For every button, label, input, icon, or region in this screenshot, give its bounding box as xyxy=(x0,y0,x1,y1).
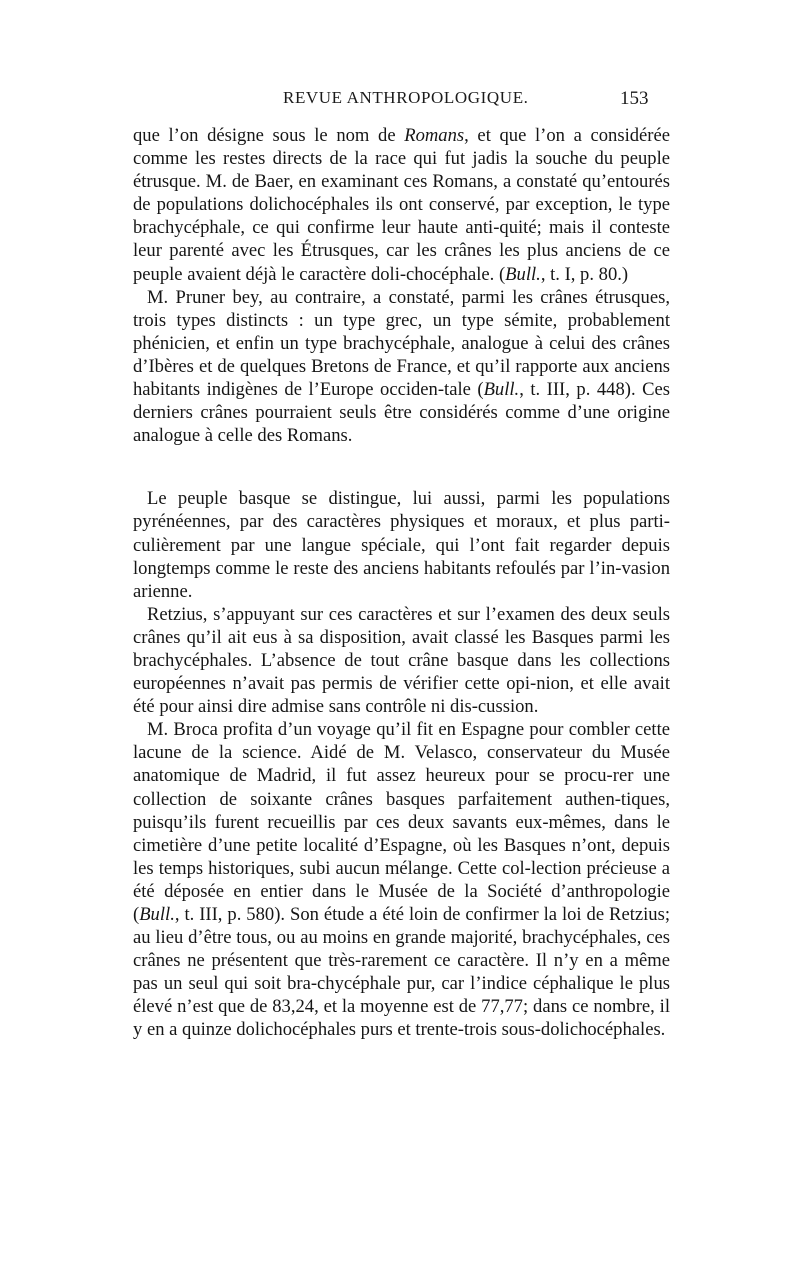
paragraph-retzius: Retzius, s’appuyant sur ces caractères et sur l’examen des deux seuls crânes qu’il ait eus à sa disposition, avait classé les Basques parmi les brachycéphales. L’absence de tout crâne basque dans les collections européennes n’avait pas permis de vérifier cette opi-nion, et elle avait été pour ainsi dire admise sans contrôle ni dis-cussion. xyxy=(133,603,670,718)
paragraph-pruner-bey xyxy=(133,286,670,448)
italic-citation: Bull. xyxy=(139,904,175,925)
paragraph-text: , t. I, p. 80.) xyxy=(540,263,629,285)
running-head xyxy=(0,88,800,112)
italic-term: Romans xyxy=(404,125,465,146)
italic-citation: Bull. xyxy=(483,379,520,401)
italic-citation: Bull. xyxy=(505,263,541,285)
paragraph-text: M. Broca profita d’un voyage qu’il fit en Espagne pour combler cette lacune de la science. Aidé de M. Velasco, conservateur du Musée anatomique de Madrid, il fut assez heureux pour se procu-rer une collection de soixante crânes basques parfaitement authen-tiques, puisqu’ils furent recueillis par ces deux savants eux-mêmes, dans le cimetière d’une petite localité d’Espagne, où les Basques n’ont, depuis les temps historiques, subi aucun mélange. Cette col-lection précieuse a été déposée en entier dans le Musée de la Société d’anthropologie ( xyxy=(133,719,670,925)
paragraph-text: , et que l’on a considérée comme les restes directs de la race qui fut jadis la souche du peuple étrusque. M. de Baer, en examinant ces Romans, a constaté qu’entourés de populations dolichocéphales ils ont conservé, par exception, le type brachycéphale, ce qui confirme leur haute anti-quité; mais il conteste leur parenté avec les Étrusques, car les crânes les plus anciens de ce peuple avaient déjà le caractère doli-chocéphale. ( xyxy=(133,125,670,285)
running-title: REVUE ANTHROPOLOGIQUE. xyxy=(283,88,529,107)
paragraph-basque-people: Le peuple basque se distingue, lui aussi, parmi les populations pyrénéennes, par des caractères physiques et moraux, et plus parti-culièrement par une langue spéciale, qui l’ont fait regarder depuis longtemps comme le reste des anciens habitants refoulés par l’in-vasion arienne. xyxy=(133,488,670,602)
paragraph-text: , t. III, p. 580). Son étude a été loin de confirmer la loi de Retzius; au lieu d’être tous, ou au moins en grande majorité, brachycéphales, ces crânes ne présentent que très-rarement ce caractère. Il n’y en a même pas un seul qui soit bra-chycéphale pur, car l’indice céphalique le plus élevé n’est que de 83,24, et la moyenne est de 77,77; dans ce nombre, il y en a quinze dolichocéphales purs et trente-trois sous-dolichocéphales. xyxy=(133,904,670,1041)
paragraph-broca xyxy=(133,718,670,1041)
paragraph-text: que l’on désigne sous le nom de xyxy=(133,125,405,146)
paragraph-romans xyxy=(133,124,670,286)
paragraph-text: , t. III, p. 448). Ces derniers crânes pourraient seuls être considérés comme d’une origine analogue à celle des Romans. xyxy=(133,379,670,447)
paragraph-text: M. Pruner bey, au contraire, a constaté, parmi les crânes étrusques, trois types distincts : un type grec, un type sémite, probablement phénicien, et enfin un type brachycéphale, analogue à celui des crânes d’Ibères et de quelques Bretons de France, et qu’il rapporte aux anciens habitants indigènes de l’Europe occiden-tale ( xyxy=(133,286,670,401)
page-number: 153 xyxy=(620,88,649,109)
body-text xyxy=(133,124,670,1042)
